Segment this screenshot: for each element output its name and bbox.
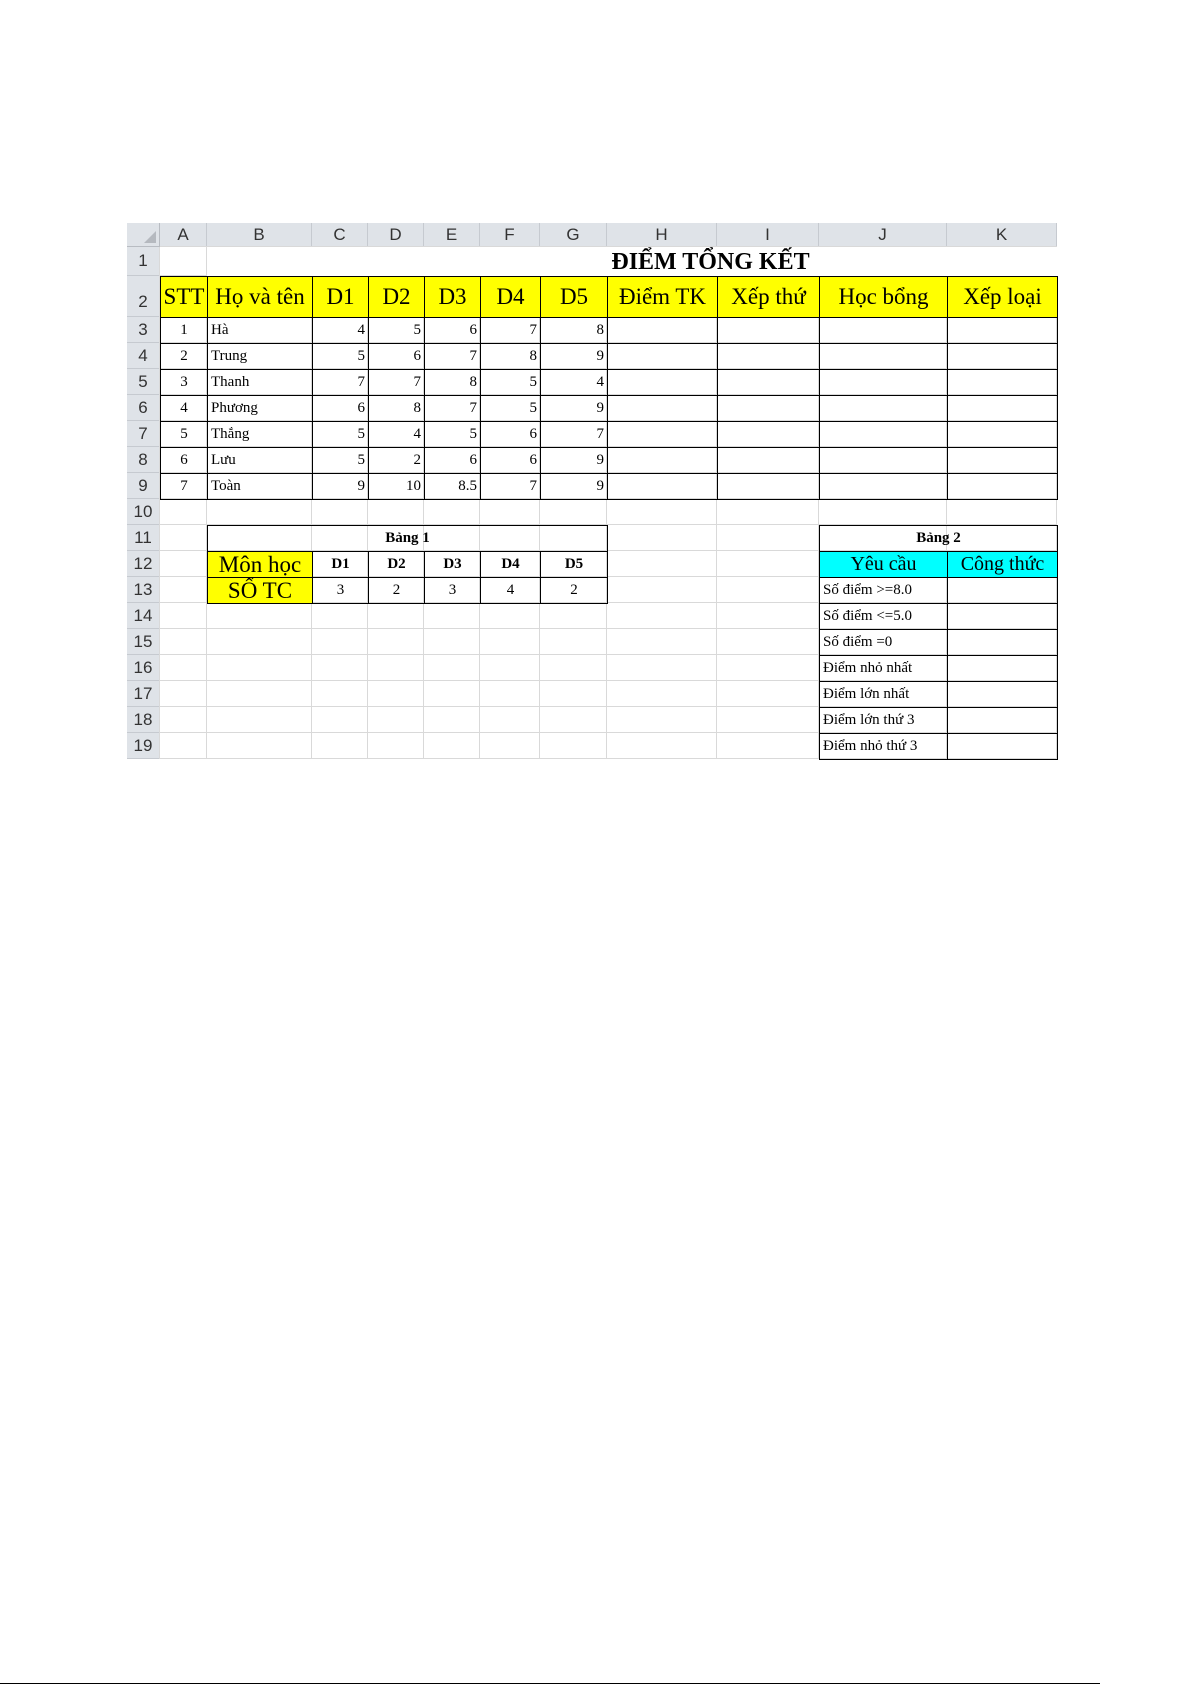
table-header-cell[interactable]: Họ và tên (207, 276, 313, 318)
student-empty-cell[interactable] (947, 317, 1058, 344)
student-empty-cell[interactable] (717, 369, 820, 396)
bang1-credit-cell[interactable]: 4 (480, 577, 541, 604)
bang2-formula-cell[interactable] (947, 655, 1058, 682)
student-cell-d4[interactable]: 6 (480, 447, 541, 474)
row-header-19[interactable]: 19 (127, 733, 160, 759)
column-header-g[interactable]: G (540, 223, 607, 247)
student-empty-cell[interactable] (947, 343, 1058, 370)
student-empty-cell[interactable] (819, 343, 948, 370)
row-header-12[interactable]: 12 (127, 551, 160, 577)
student-cell-d1[interactable]: 6 (312, 395, 369, 422)
student-empty-cell[interactable] (607, 369, 718, 396)
student-cell-d1[interactable]: 5 (312, 343, 369, 370)
student-cell-name[interactable]: Thắng (207, 421, 313, 448)
row-header-10[interactable]: 10 (127, 499, 160, 525)
student-cell-d4[interactable]: 7 (480, 317, 541, 344)
bang1-credit-cell[interactable]: 3 (312, 577, 369, 604)
table-header-cell[interactable]: D2 (368, 276, 425, 318)
student-cell-d5[interactable]: 9 (540, 395, 608, 422)
student-cell-d1[interactable]: 9 (312, 473, 369, 500)
table-header-cell[interactable]: Học bổng (819, 276, 948, 318)
student-cell-d3[interactable]: 7 (424, 343, 481, 370)
student-cell-d3[interactable]: 7 (424, 395, 481, 422)
table-header-cell[interactable]: Điểm TK (607, 276, 718, 318)
student-cell-d2[interactable]: 7 (368, 369, 425, 396)
row-header-5[interactable]: 5 (127, 369, 160, 395)
student-empty-cell[interactable] (607, 473, 718, 500)
bang2-requirement-cell[interactable]: Điểm lớn nhất (819, 681, 948, 708)
column-header-i[interactable]: I (717, 223, 819, 247)
column-header-e[interactable]: E (424, 223, 480, 247)
bang2-formula-cell[interactable] (947, 603, 1058, 630)
student-cell-d4[interactable]: 7 (480, 473, 541, 500)
student-cell-name[interactable]: Toàn (207, 473, 313, 500)
student-empty-cell[interactable] (717, 447, 820, 474)
row-header-8[interactable]: 8 (127, 447, 160, 473)
student-empty-cell[interactable] (947, 369, 1058, 396)
student-empty-cell[interactable] (819, 369, 948, 396)
table-header-cell[interactable]: Xếp thứ (717, 276, 820, 318)
student-cell-d3[interactable]: 8.5 (424, 473, 481, 500)
student-cell-d2[interactable]: 2 (368, 447, 425, 474)
student-cell-stt[interactable]: 1 (160, 317, 208, 344)
bang2-formula-cell[interactable] (947, 681, 1058, 708)
student-cell-d5[interactable]: 4 (540, 369, 608, 396)
row-header-18[interactable]: 18 (127, 707, 160, 733)
row-header-3[interactable]: 3 (127, 317, 160, 343)
bang2-formula-cell[interactable] (947, 629, 1058, 656)
bang1-subject-cell[interactable]: D3 (424, 551, 481, 578)
student-empty-cell[interactable] (607, 447, 718, 474)
row-header-1[interactable]: 1 (127, 247, 160, 276)
student-cell-d4[interactable]: 5 (480, 395, 541, 422)
student-empty-cell[interactable] (717, 395, 820, 422)
student-cell-stt[interactable]: 3 (160, 369, 208, 396)
bang1-credit-cell[interactable]: 2 (540, 577, 608, 604)
column-header-j[interactable]: J (819, 223, 947, 247)
student-cell-d1[interactable]: 5 (312, 447, 369, 474)
column-header-k[interactable]: K (947, 223, 1057, 247)
sheet-title (207, 247, 1058, 277)
student-empty-cell[interactable] (819, 317, 948, 344)
table-header-cell[interactable]: Xếp loại (947, 276, 1058, 318)
bang1-title: Bảng 1 (207, 525, 608, 552)
bang2-title: Bảng 2 (819, 525, 1058, 552)
student-empty-cell[interactable] (717, 421, 820, 448)
student-empty-cell[interactable] (607, 343, 718, 370)
student-cell-stt[interactable]: 6 (160, 447, 208, 474)
row-header-15[interactable]: 15 (127, 629, 160, 655)
student-cell-d3[interactable]: 5 (424, 421, 481, 448)
student-empty-cell[interactable] (717, 343, 820, 370)
column-header-b[interactable]: B (207, 223, 312, 247)
student-cell-d5[interactable]: 9 (540, 343, 608, 370)
student-cell-name[interactable]: Thanh (207, 369, 313, 396)
bang2-formula-cell[interactable] (947, 707, 1058, 734)
student-empty-cell[interactable] (607, 421, 718, 448)
student-empty-cell[interactable] (819, 447, 948, 474)
row-header-4[interactable]: 4 (127, 343, 160, 369)
column-header-f[interactable]: F (480, 223, 540, 247)
bang2-formula-cell[interactable] (947, 577, 1058, 604)
student-empty-cell[interactable] (607, 395, 718, 422)
column-header-a[interactable]: A (160, 223, 207, 247)
student-cell-name[interactable]: Phương (207, 395, 313, 422)
bang1-subject-cell[interactable]: D2 (368, 551, 425, 578)
bang2-header-formula[interactable]: Công thức (947, 551, 1058, 578)
student-cell-d5[interactable]: 9 (540, 473, 608, 500)
student-empty-cell[interactable] (819, 473, 948, 500)
column-header-h[interactable]: H (607, 223, 717, 247)
bang2-requirement-cell[interactable]: Điểm nhỏ nhất (819, 655, 948, 682)
bang2-requirement-cell[interactable]: Điểm nhỏ thứ 3 (819, 733, 948, 760)
sheet-title-text: ĐIỂM TỔNG KẾT (611, 248, 810, 275)
bang2-requirement-cell[interactable]: Số điểm <=5.0 (819, 603, 948, 630)
student-cell-d1[interactable]: 7 (312, 369, 369, 396)
student-cell-d4[interactable]: 5 (480, 369, 541, 396)
student-cell-stt[interactable]: 4 (160, 395, 208, 422)
student-empty-cell[interactable] (819, 421, 948, 448)
student-empty-cell[interactable] (717, 317, 820, 344)
select-all-corner[interactable] (127, 223, 160, 247)
student-cell-d3[interactable]: 6 (424, 447, 481, 474)
student-cell-d3[interactable]: 8 (424, 369, 481, 396)
student-empty-cell[interactable] (607, 317, 718, 344)
table-header-cell[interactable]: D3 (424, 276, 481, 318)
student-cell-stt[interactable]: 2 (160, 343, 208, 370)
bang1-credits-label[interactable]: SỐ TC (207, 577, 313, 604)
bang1-credit-cell[interactable]: 2 (368, 577, 425, 604)
row-header-2[interactable]: 2 (127, 276, 160, 317)
student-cell-d5[interactable]: 9 (540, 447, 608, 474)
table-header-cell[interactable]: D1 (312, 276, 369, 318)
row-header-6[interactable]: 6 (127, 395, 160, 421)
student-cell-d4[interactable]: 8 (480, 343, 541, 370)
student-cell-d2[interactable]: 10 (368, 473, 425, 500)
row-header-7[interactable]: 7 (127, 421, 160, 447)
student-cell-d2[interactable]: 6 (368, 343, 425, 370)
student-cell-d5[interactable]: 8 (540, 317, 608, 344)
bang1-subject-label[interactable]: Môn học (207, 551, 313, 578)
student-cell-stt[interactable]: 7 (160, 473, 208, 500)
bang1-subject-cell[interactable]: D4 (480, 551, 541, 578)
student-empty-cell[interactable] (947, 473, 1058, 500)
row-header-9[interactable]: 9 (127, 473, 160, 499)
row-header-17[interactable]: 17 (127, 681, 160, 707)
column-header-d[interactable]: D (368, 223, 424, 247)
student-cell-d4[interactable]: 6 (480, 421, 541, 448)
student-empty-cell[interactable] (819, 395, 948, 422)
student-empty-cell[interactable] (947, 447, 1058, 474)
student-empty-cell[interactable] (717, 473, 820, 500)
student-cell-d2[interactable]: 4 (368, 421, 425, 448)
student-empty-cell[interactable] (947, 395, 1058, 422)
row-header-11[interactable]: 11 (127, 525, 160, 551)
bang2-requirement-cell[interactable]: Số điểm >=8.0 (819, 577, 948, 604)
bang2-formula-cell[interactable] (947, 733, 1058, 760)
bang1-subject-cell[interactable]: D5 (540, 551, 608, 578)
student-cell-d2[interactable]: 8 (368, 395, 425, 422)
student-cell-d1[interactable]: 4 (312, 317, 369, 344)
bang2-header-requirement[interactable]: Yêu cầu (819, 551, 948, 578)
bang1-subject-cell[interactable]: D1 (312, 551, 369, 578)
student-cell-name[interactable]: Hà (207, 317, 313, 344)
student-cell-d5[interactable]: 7 (540, 421, 608, 448)
table-header-cell[interactable]: STT (160, 276, 208, 318)
bang2-requirement-cell[interactable]: Điểm lớn thứ 3 (819, 707, 948, 734)
table-header-cell[interactable]: D5 (540, 276, 608, 318)
student-cell-name[interactable]: Lưu (207, 447, 313, 474)
spreadsheet (127, 223, 1064, 775)
row-header-16[interactable]: 16 (127, 655, 160, 681)
student-cell-d2[interactable]: 5 (368, 317, 425, 344)
student-cell-stt[interactable]: 5 (160, 421, 208, 448)
page-bottom-rule (0, 1683, 1100, 1684)
table-header-cell[interactable]: D4 (480, 276, 541, 318)
student-cell-d1[interactable]: 5 (312, 421, 369, 448)
row-header-14[interactable]: 14 (127, 603, 160, 629)
bang1-credit-cell[interactable]: 3 (424, 577, 481, 604)
bang2-requirement-cell[interactable]: Số điểm =0 (819, 629, 948, 656)
select-all-triangle-icon (144, 231, 156, 243)
row-header-13[interactable]: 13 (127, 577, 160, 603)
student-cell-name[interactable]: Trung (207, 343, 313, 370)
column-header-c[interactable]: C (312, 223, 368, 247)
student-empty-cell[interactable] (947, 421, 1058, 448)
student-cell-d3[interactable]: 6 (424, 317, 481, 344)
